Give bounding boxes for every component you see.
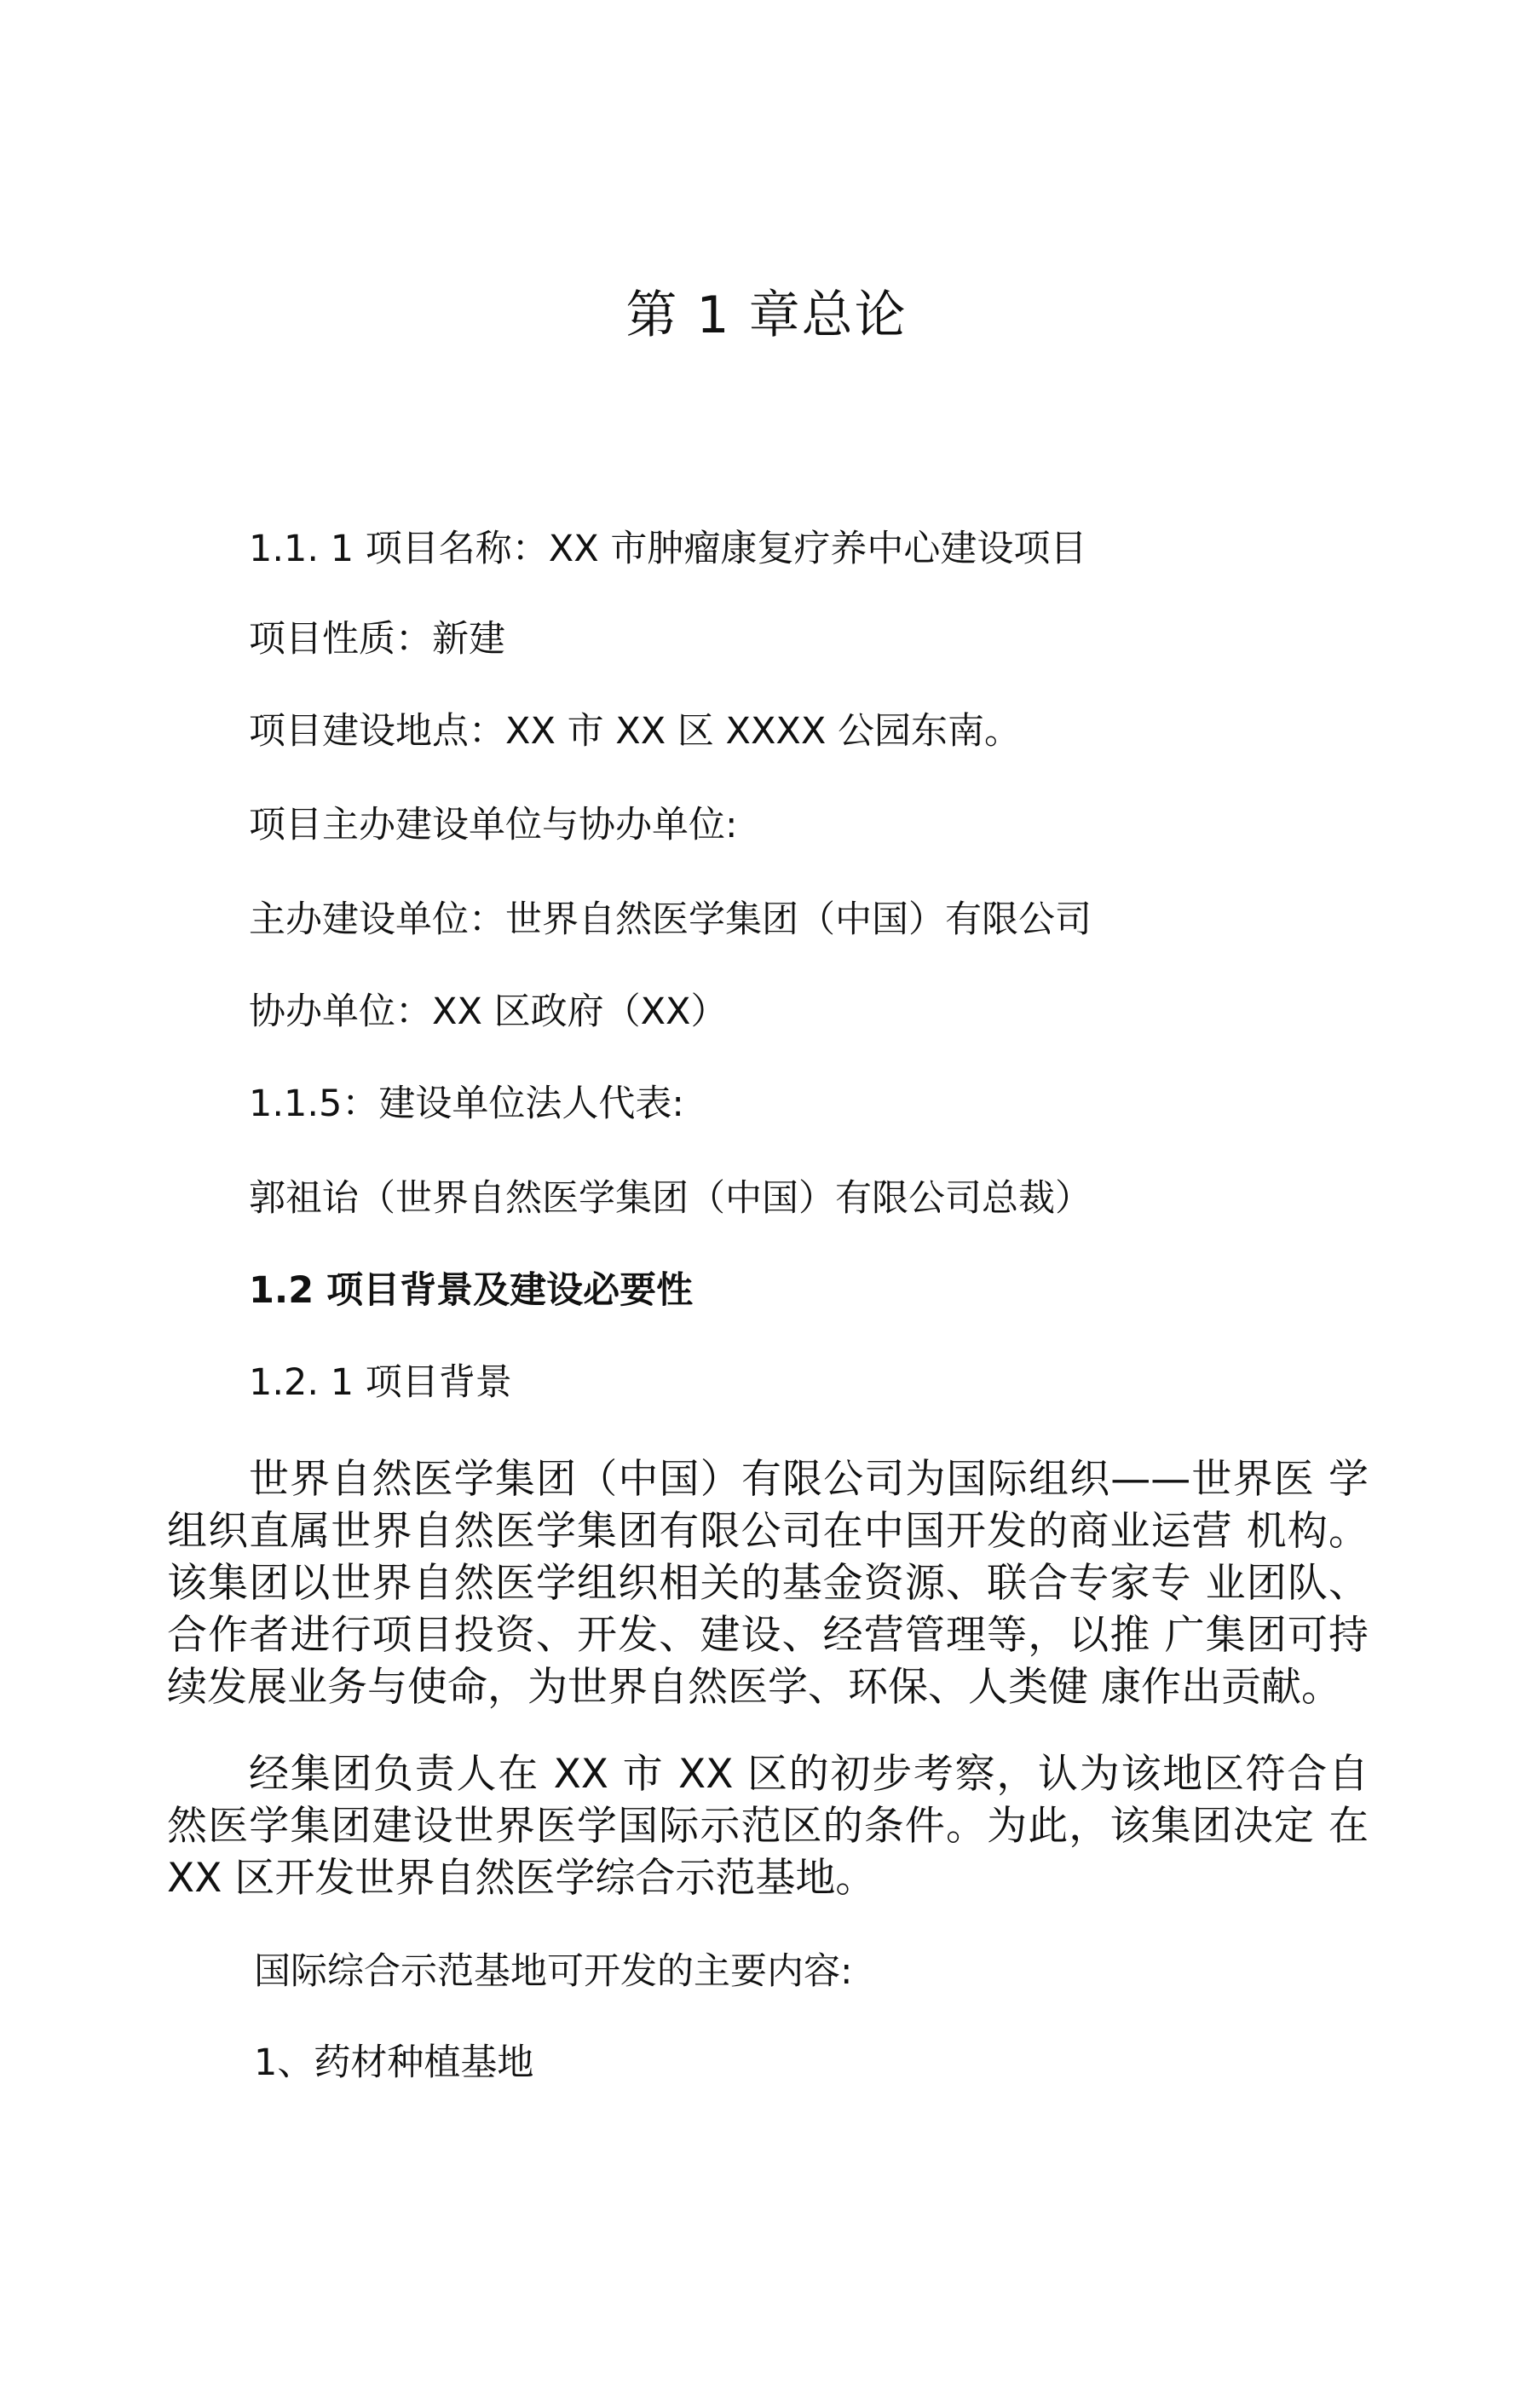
co-organizer-line: 协办单位：XX 区政府（XX） bbox=[249, 990, 728, 1033]
list-intro: 国际综合示范基地可开发的主要内容: bbox=[254, 1950, 853, 1993]
section-heading: 1.2 项目背景及建设必要性 bbox=[249, 1269, 694, 1312]
legal-rep-heading-line: 1.1.5：建设单位法人代表: bbox=[249, 1083, 684, 1125]
survey-paragraph: 经集团负责人在 XX 市 XX 区的初步考察，认为该地区符合自 然医学集团建设世界医学国际示范区的条件。为此，该集团决定 在 XX 区开发世界自然医学综合示范基地。 bbox=[167, 1751, 1369, 1902]
chapter-title: 第 1 章总论 bbox=[625, 286, 908, 345]
project-location-line: 项目建设地点：XX 市 XX 区 XXXX 公园东南。 bbox=[249, 710, 1022, 753]
background-paragraph: 世界自然医学集团（中国）有限公司为国际组织——世界医 学组织直属世界自然医学集团有限公司在中国开发的商业运营 机构。该集团以世界自然医学组织相关的基金资源、联合专家专 业团队、合作者进行项目投资、开发、建设、经营管理等，以推 广集团可持续发展业务与使命，为世界自然医学、环保、人类健 康作出贡献。 bbox=[167, 1456, 1369, 1711]
main-organizer-line: 主办建设单位：世界自然医学集团（中国）有限公司 bbox=[249, 898, 1092, 941]
project-name-line: 1.1. 1 项目名称：XX 市肿瘤康复疗养中心建设项目 bbox=[249, 528, 1087, 570]
project-nature-line: 项目性质：新建 bbox=[249, 618, 505, 661]
list-item: 1、药材种植基地 bbox=[254, 2041, 534, 2084]
subsection-heading: 1.2. 1 项目背景 bbox=[249, 1361, 512, 1404]
organizer-heading-line: 项目主办建设单位与协办单位: bbox=[249, 804, 738, 846]
legal-rep-name-line: 郭祖诒（世界自然医学集团（中国）有限公司总裁） bbox=[249, 1177, 1092, 1220]
